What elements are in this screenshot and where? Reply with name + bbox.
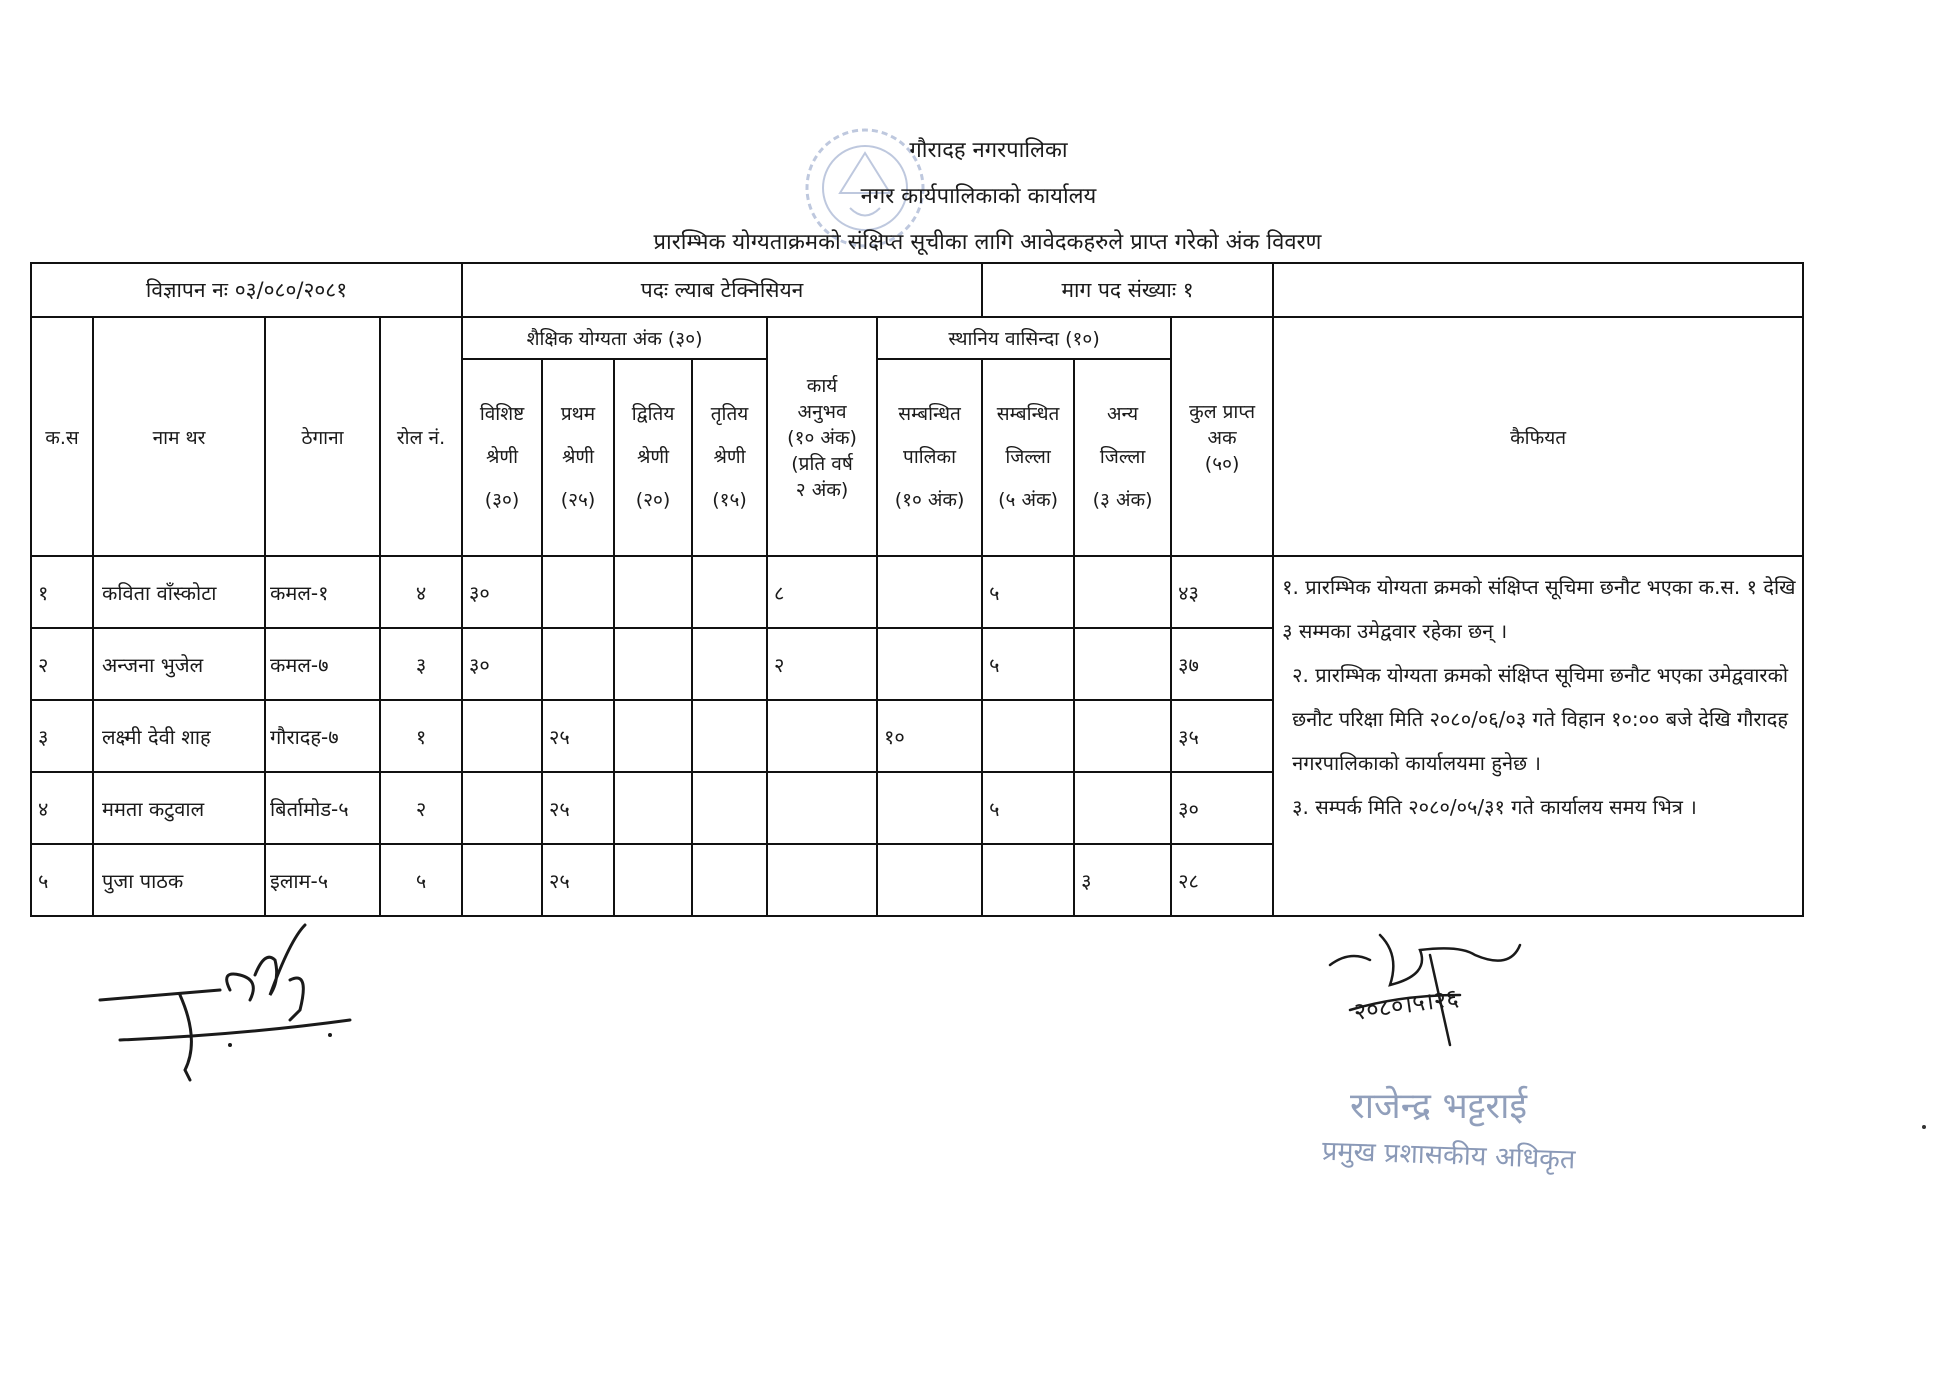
- cell-res-other: [1074, 772, 1171, 844]
- org-name: गौरादह नगरपालिका: [909, 138, 1068, 163]
- col-res-other-l1: अन्य: [1107, 403, 1139, 425]
- cell-res-other: [1074, 556, 1171, 628]
- cell-third: [692, 628, 767, 700]
- cell-res-district: ५: [982, 628, 1074, 700]
- remark-1: १. प्रारम्भिक योग्यता क्रमको संक्षिप्त सूचिमा छनौट भएका क.स. १ देखि ३ सम्मका उमेद्ववार रहेका छन् ।: [1282, 575, 1796, 643]
- col-res-district: [982, 359, 1074, 556]
- cell-total: ४३: [1171, 556, 1273, 628]
- cell-sn: १: [31, 556, 93, 628]
- cell-roll: ५: [380, 844, 462, 916]
- col-edu-first-l2: श्रेणी: [561, 446, 595, 468]
- cell-third: [692, 700, 767, 772]
- cell-res-municipality: १०: [877, 700, 982, 772]
- signature-date: २०८०।५।२६: [1351, 983, 1461, 1026]
- col-edu-third-l3: (१५): [712, 489, 747, 511]
- cell-res-district: [982, 844, 1074, 916]
- meta-row: [31, 263, 1803, 317]
- cell-distinction: [462, 844, 542, 916]
- col-total-l2: अक: [1207, 426, 1237, 449]
- cell-distinction: ३०: [462, 628, 542, 700]
- col-address: ठेगाना: [265, 317, 380, 556]
- document-subtitle: प्रारम्भिक योग्यताक्रमको संक्षिप्त सूचीका लागि आवेदकहरुले प्राप्त गरेको अंक विवरण: [653, 230, 1322, 255]
- cell-third: [692, 772, 767, 844]
- col-res-municipality-l2: पालिका: [903, 446, 957, 468]
- officer-name-stamp: राजेन्द्र भट्टराई: [1350, 1086, 1528, 1127]
- cell-experience: [767, 700, 877, 772]
- col-total-l1: कुल प्राप्त: [1189, 400, 1256, 423]
- ad-number: विज्ञापन नः ०३/०८०/२०८१: [31, 263, 462, 317]
- cell-address: इलाम-५: [265, 844, 380, 916]
- col-name: नाम थर: [93, 317, 265, 556]
- cell-res-municipality: [877, 772, 982, 844]
- cell-roll: ३: [380, 628, 462, 700]
- col-res-municipality: [877, 359, 982, 556]
- cell-total: २८: [1171, 844, 1273, 916]
- col-res-district-l3: (५ अंक): [998, 489, 1058, 511]
- col-res-district-l2: जिल्ला: [1005, 446, 1051, 468]
- col-edu-distinction-l1: विशिष्ट: [479, 403, 525, 425]
- cell-sn: ५: [31, 844, 93, 916]
- col-experience-l1: कार्य: [806, 374, 838, 397]
- meta-blank: [1273, 263, 1803, 317]
- col-experience-l4: (प्रति वर्ष: [791, 452, 853, 475]
- col-edu-first-l3: (२५): [560, 489, 596, 511]
- cell-total: ३५: [1171, 700, 1273, 772]
- cell-name: अन्जना भुजेल: [93, 628, 265, 700]
- cell-res-district: [982, 700, 1074, 772]
- cell-third: [692, 556, 767, 628]
- document-header: [0, 128, 1957, 266]
- stray-mark: [1922, 1125, 1926, 1129]
- cell-name: पुजा पाठक: [93, 844, 265, 916]
- cell-distinction: [462, 772, 542, 844]
- cell-name: लक्ष्मी देवी शाह: [93, 700, 265, 772]
- col-res-other-l2: जिल्ला: [1099, 446, 1146, 468]
- cell-name: कविता वाँस्कोटा: [93, 556, 265, 628]
- cell-experience: [767, 844, 877, 916]
- col-edu-group: शैक्षिक योग्यता अंक (३०): [462, 317, 767, 359]
- remark-2: २. प्रारम्भिक योग्यता क्रमको संक्षिप्त सूचिमा छनौट भएका उमेद्ववारको छनौट परिक्षा मिति २०८०/०६/०३ गते विहान १०:०० बजे देखि गौरादह नगरपालिकाको कार्यालयमा हुनेछ ।: [1292, 663, 1789, 775]
- cell-first: [542, 628, 614, 700]
- remarks-text: [1273, 556, 1803, 916]
- col-edu-first: [542, 359, 614, 556]
- cell-res-other: [1074, 628, 1171, 700]
- cell-second: [614, 844, 692, 916]
- col-edu-distinction: [462, 359, 542, 556]
- header-row-1: [31, 317, 1803, 359]
- cell-second: [614, 556, 692, 628]
- cell-res-municipality: [877, 844, 982, 916]
- col-total-l3: (५०): [1204, 452, 1240, 475]
- col-edu-first-l1: प्रथम: [560, 403, 596, 425]
- table-row: [31, 556, 1803, 628]
- cell-roll: ४: [380, 556, 462, 628]
- cell-sn: ४: [31, 772, 93, 844]
- col-res-other-l3: (३ अंक): [1092, 489, 1153, 511]
- cell-total: ३०: [1171, 772, 1273, 844]
- col-res-other: [1074, 359, 1171, 556]
- right-signature: [1310, 925, 1570, 1075]
- post-name: पदः ल्याब टेक्निसियन: [462, 263, 982, 317]
- office-name: नगर कार्यपालिकाको कार्यालय: [860, 184, 1097, 209]
- col-edu-third: [692, 359, 767, 556]
- cell-second: [614, 628, 692, 700]
- cell-res-other: ३: [1074, 844, 1171, 916]
- col-experience-l3: (१० अंक): [787, 426, 857, 449]
- demand-count: माग पद संख्याः १: [982, 263, 1273, 317]
- cell-address: गौरादह-७: [265, 700, 380, 772]
- cell-experience: [767, 772, 877, 844]
- cell-sn: २: [31, 628, 93, 700]
- col-total: [1171, 317, 1273, 556]
- remark-3: ३. सम्पर्क मिति २०८०/०५/३१ गते कार्यालय समय भित्र ।: [1292, 795, 1697, 819]
- col-experience-l2: अनुभव: [797, 400, 847, 423]
- cell-res-municipality: [877, 556, 982, 628]
- col-remarks: कैफियत: [1273, 317, 1803, 556]
- cell-third: [692, 844, 767, 916]
- col-edu-distinction-l3: (३०): [484, 489, 520, 511]
- col-edu-second-l3: (२०): [635, 489, 671, 511]
- cell-address: कमल-१: [265, 556, 380, 628]
- col-res-municipality-l3: (१० अंक): [894, 489, 965, 511]
- cell-res-municipality: [877, 628, 982, 700]
- cell-first: २५: [542, 844, 614, 916]
- col-roll: रोल नं.: [380, 317, 462, 556]
- cell-total: ३७: [1171, 628, 1273, 700]
- col-edu-second: [614, 359, 692, 556]
- cell-experience: ८: [767, 556, 877, 628]
- col-edu-distinction-l2: श्रेणी: [485, 446, 519, 468]
- cell-distinction: ३०: [462, 556, 542, 628]
- officer-title-stamp: प्रमुख प्रशासकीय अधिकृत: [1321, 1135, 1576, 1176]
- cell-first: [542, 556, 614, 628]
- cell-address: कमल-७: [265, 628, 380, 700]
- cell-second: [614, 700, 692, 772]
- cell-distinction: [462, 700, 542, 772]
- cell-sn: ३: [31, 700, 93, 772]
- cell-name: ममता कटुवाल: [93, 772, 265, 844]
- cell-res-other: [1074, 700, 1171, 772]
- cell-roll: २: [380, 772, 462, 844]
- col-sn: क.स: [31, 317, 93, 556]
- score-table: [30, 262, 1804, 917]
- cell-address: बिर्तामोड-५: [265, 772, 380, 844]
- cell-first: २५: [542, 772, 614, 844]
- cell-roll: १: [380, 700, 462, 772]
- col-res-municipality-l1: सम्बन्धित: [898, 403, 961, 425]
- col-experience: [767, 317, 877, 556]
- col-experience-l5: २ अंक): [795, 478, 849, 501]
- col-edu-second-l1: द्वितिय: [631, 403, 675, 425]
- col-res-district-l1: सम्बन्धित: [996, 403, 1060, 425]
- col-edu-second-l2: श्रेणी: [636, 446, 670, 468]
- cell-experience: २: [767, 628, 877, 700]
- cell-second: [614, 772, 692, 844]
- col-edu-third-l1: तृतिय: [710, 403, 749, 425]
- col-resident-group: स्थानिय वासिन्दा (१०): [877, 317, 1171, 359]
- cell-first: २५: [542, 700, 614, 772]
- left-signature: [90, 920, 360, 1090]
- col-edu-third-l2: श्रेणी: [713, 446, 746, 468]
- cell-res-district: ५: [982, 556, 1074, 628]
- cell-res-district: ५: [982, 772, 1074, 844]
